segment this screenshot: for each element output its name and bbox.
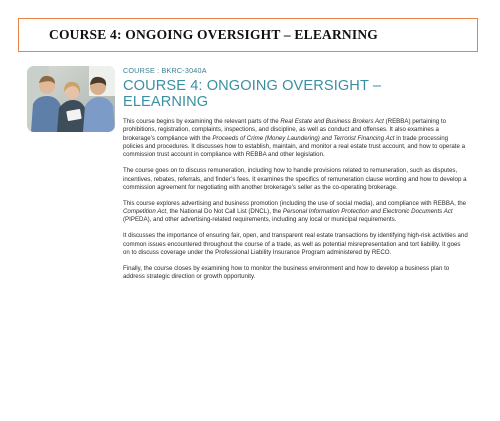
course-title-line-2: ELEARNING xyxy=(123,94,209,110)
p1-text-c: (REBBA) pertaining to prohibitions, registration, complaints, inspections, and discipline, as well as conduct and offenses. It also examines a brokerage’s compliance with the xyxy=(123,118,447,142)
p1-text-a: This course begins by examining the relevant parts of the xyxy=(123,118,281,125)
course-content xyxy=(123,66,468,282)
team-photo-icon xyxy=(27,66,115,132)
course-title xyxy=(123,78,468,110)
p3-text-a: This course explores advertising and business promotion (including the use of social media), and compliance with REBBA, the xyxy=(123,199,467,207)
course-title-line-1: COURSE 4: ONGOING OVERSIGHT – xyxy=(123,78,382,94)
description-paragraph-4: It discusses the importance of ensuring fair, open, and transparent real estate transactions by identifying high-risk activities and common issues encountered throughout the course of a trade, as well as potential misrepresentation and tort liability. It goes on to discuss coverage under the Professional Liability Insurance Program administered by RECO. xyxy=(123,232,468,256)
p3-text-e: (PIPEDA), and other advertising-related requirements, including any local or municipal requirements. xyxy=(123,216,397,224)
description-paragraph-5: Finally, the course closes by examining how to monitor the business environment and how to develop a business plan to address strategic direction or growth opportunity. xyxy=(123,264,450,281)
course-header-title: COURSE 4: ONGOING OVERSIGHT – ELEARNING xyxy=(49,27,378,42)
description-paragraph-2: The course goes on to discuss remuneration, including how to handle provisions related to remuneration, such as disputes, incentives, rebates, referrals, and finder’s fees. It examines the specifics of remuneration clause wording and how to develop a commission agreement for negotiating with another brokerage’s seller as the co-operating brokerage. xyxy=(123,167,467,191)
p1-text-e: in trade processing policies and procedures. It discusses how to establish, maintain, and monitor a real estate trust account, and how to operate a commission trust account in compliance with REBBA and other legislation. xyxy=(123,134,466,159)
p3-competition-act: Competition Act xyxy=(123,208,167,216)
p3-pipeda-act: Personal Information Protection and Electronic Documents Act xyxy=(282,208,453,216)
p1-act-rebba: Real Estate and Business Brokers Act xyxy=(280,118,384,125)
team-photo-illustration xyxy=(27,66,115,132)
description-paragraph-1 xyxy=(123,118,468,160)
p3-text-c: , the National Do Not Call List (DNCL), the xyxy=(166,208,283,216)
course-header-box xyxy=(18,18,478,52)
p1-act-proceeds-of-crime: Proceeds of Crime (Money Laundering) and Terrorist Financing Act xyxy=(212,134,395,142)
description-paragraph-3 xyxy=(123,200,468,225)
course-code: COURSE : BKRC-3040A xyxy=(123,66,207,75)
